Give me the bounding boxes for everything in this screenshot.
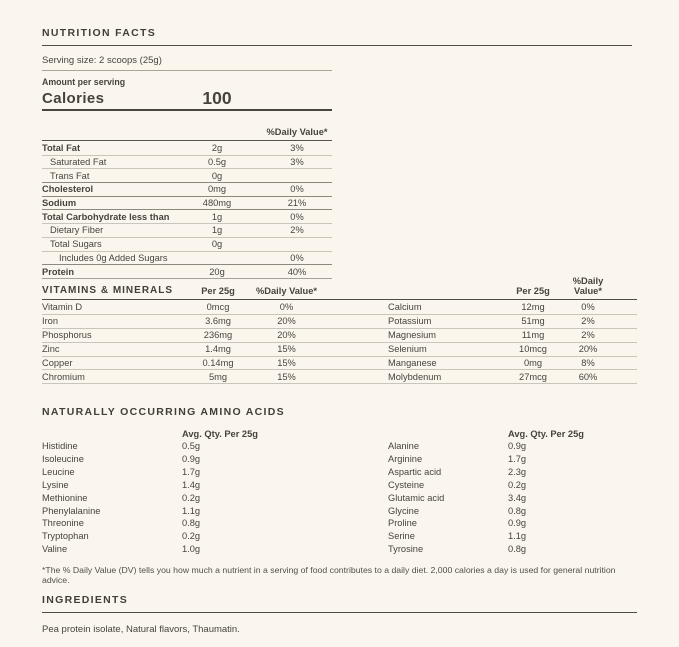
- nutrition-row: [42, 209, 332, 223]
- vitamin-daily-value-left: 15%: [277, 344, 296, 355]
- vitamin-name-left: Iron: [42, 316, 59, 327]
- nutrition-table-header: [42, 120, 332, 141]
- daily-value-header-right: %Daily Value*: [572, 276, 604, 296]
- amino-acid-name-left: Phenylalanine: [42, 505, 101, 516]
- nutrient-daily-value: 0%: [290, 211, 304, 222]
- nutrient-name: Total Carbohydrate less than: [42, 211, 170, 222]
- amino-acid-row: [42, 530, 637, 543]
- per-25g-header-right: Per 25g: [516, 286, 550, 296]
- amino-acid-name-left: Threonine: [42, 518, 84, 529]
- nutrient-name: Total Fat: [42, 142, 81, 153]
- nutrient-daily-value: 3%: [290, 157, 304, 168]
- nutrition-facts-table: [42, 120, 332, 279]
- nutrient-quantity: 0.5g: [207, 157, 227, 168]
- amino-acid-quantity-right: 0.9g: [508, 441, 527, 452]
- serving-size-text: Serving size: 2 scoops (25g): [42, 55, 162, 66]
- calories-value: 100: [202, 88, 232, 108]
- amino-acid-name-left: Tryptophan: [42, 531, 89, 542]
- nutrient-name: Sodium: [42, 198, 77, 209]
- vitamin-quantity-left: 1.4mg: [205, 344, 231, 355]
- nutrition-row: [42, 155, 332, 169]
- vitamin-daily-value-right: 8%: [581, 358, 595, 368]
- vitamin-quantity-left: 0.14mg: [202, 358, 234, 368]
- amino-acid-quantity-left: 1.4g: [182, 479, 201, 490]
- daily-value-header-left: %Daily Value*: [256, 286, 317, 296]
- amino-acid-name-left: Lysine: [42, 479, 69, 490]
- amino-acid-name-left: Methionine: [42, 492, 88, 503]
- nutrient-quantity: 0g: [211, 170, 223, 181]
- amino-acid-name-right: Proline: [388, 518, 417, 529]
- vitamin-name-left: Chromium: [42, 371, 85, 382]
- ingredients-title: INGREDIENTS: [42, 594, 637, 613]
- ingredients-text: Pea protein isolate, Natural flavors, Thaumatin.: [42, 624, 240, 635]
- vitamin-quantity-left: 236mg: [203, 330, 233, 341]
- vitamin-daily-value-right: 60%: [578, 371, 598, 382]
- vitamins-row: [42, 356, 637, 370]
- vitamins-table-header: [42, 276, 637, 300]
- amino-acid-quantity-right: 0.2g: [508, 479, 527, 490]
- avg-qty-header-left: Avg. Qty. Per 25g: [182, 428, 258, 439]
- nutrition-row: [42, 168, 332, 182]
- amino-acid-name-right: Glutamic acid: [388, 492, 445, 503]
- nutrition-row: [42, 264, 332, 278]
- amino-acid-quantity-left: 0.8g: [182, 518, 201, 529]
- vitamin-quantity-right: 12mg: [521, 301, 545, 312]
- amino-acid-row: [42, 479, 637, 492]
- amino-acid-quantity-right: 0.8g: [508, 505, 527, 516]
- vitamin-name-right: Magnesium: [388, 330, 437, 341]
- amino-acid-name-left: Histidine: [42, 441, 78, 452]
- nutrient-name: Includes 0g Added Sugars: [59, 252, 168, 263]
- nutrient-daily-value: 0%: [290, 184, 304, 195]
- vitamin-daily-value-left: 0%: [279, 301, 294, 312]
- vitamin-name-right: Potassium: [388, 316, 432, 327]
- vitamin-name-left: Phosphorus: [42, 330, 92, 341]
- vitamins-row: [42, 342, 637, 356]
- vitamins-title: VITAMINS & MINERALS: [42, 285, 174, 296]
- amino-acid-quantity-left: 0.5g: [182, 441, 201, 452]
- amino-acid-quantity-left: 1.0g: [182, 544, 201, 555]
- vitamin-quantity-right: 0mg: [523, 358, 543, 368]
- amino-acid-name-right: Arginine: [388, 454, 423, 465]
- vitamin-daily-value-left: 20%: [277, 316, 296, 327]
- nutrient-quantity: 2g: [211, 142, 223, 153]
- amount-per-serving-label: Amount per serving: [42, 77, 126, 87]
- vitamin-name-left: Vitamin D: [42, 301, 83, 312]
- daily-value-footnote: *The % Daily Value (DV) tells you how much a nutrient in a serving of food contributes to a daily diet. 2,000 calories a day is used for general nutrition advice.: [42, 565, 616, 585]
- amino-acid-quantity-right: 1.7g: [508, 454, 527, 465]
- amino-acid-quantity-left: 1.7g: [182, 467, 201, 478]
- amino-acid-name-right: Cysteine: [388, 479, 425, 490]
- nutrition-row: [42, 141, 332, 155]
- daily-value-header: %Daily Value*: [266, 127, 328, 137]
- vitamin-daily-value-right: 0%: [581, 301, 595, 312]
- amino-acid-quantity-right: 2.3g: [508, 467, 527, 478]
- vitamin-name-right: Calcium: [388, 301, 422, 312]
- amino-acids-section: [42, 406, 637, 556]
- nutrient-quantity: 0g: [211, 239, 223, 250]
- vitamin-daily-value-right: 2%: [581, 330, 595, 341]
- nutrient-daily-value: 40%: [287, 266, 307, 277]
- vitamin-daily-value-left: 15%: [277, 358, 296, 368]
- amino-acid-name-left: Valine: [42, 544, 68, 555]
- nutrient-quantity: 1g: [211, 211, 223, 222]
- vitamin-name-left: Copper: [42, 358, 73, 368]
- amino-acid-name-right: Serine: [388, 531, 415, 542]
- amino-acids-title: NATURALLY OCCURRING AMINO ACIDS: [42, 406, 285, 418]
- nutrition-row: [42, 223, 332, 237]
- vitamin-quantity-right: 11mg: [521, 330, 545, 341]
- nutrient-name: Total Sugars: [50, 239, 102, 250]
- amino-acids-rows: [42, 440, 637, 556]
- nutrient-quantity: 20g: [209, 266, 225, 277]
- nutrition-row: [42, 196, 332, 210]
- vitamin-name-right: Selenium: [388, 344, 427, 355]
- amino-acid-name-right: Aspartic acid: [388, 467, 442, 478]
- amino-acid-quantity-left: 1.1g: [182, 505, 201, 516]
- vitamin-daily-value-right: 2%: [581, 316, 595, 327]
- nutrient-daily-value: 3%: [290, 142, 304, 153]
- nutrient-name: Dietary Fiber: [50, 225, 104, 236]
- vitamin-quantity-right: 10mcg: [519, 344, 547, 355]
- nutrient-quantity: 1g: [211, 225, 223, 236]
- vitamin-name-right: Molybdenum: [388, 371, 442, 382]
- amino-acid-row: [42, 543, 637, 556]
- ingredients-section: [42, 594, 637, 635]
- nutrient-quantity: 0mg: [207, 184, 227, 195]
- vitamin-daily-value-left: 20%: [277, 330, 296, 341]
- nutrient-name: Trans Fat: [50, 170, 90, 181]
- amino-acid-quantity-left: 0.2g: [182, 492, 201, 503]
- amino-acid-quantity-right: 0.9g: [508, 518, 527, 529]
- vitamins-row: [42, 300, 637, 314]
- vitamin-name-right: Manganese: [388, 358, 437, 368]
- amino-acid-quantity-left: 0.2g: [182, 531, 201, 542]
- vitamin-quantity-right: 51mg: [521, 316, 545, 327]
- nutrient-daily-value: 21%: [287, 198, 307, 209]
- amino-acids-header-row: [42, 427, 637, 440]
- amino-acid-name-left: Leucine: [42, 467, 75, 478]
- amino-acid-row: [42, 504, 637, 517]
- amino-acid-quantity-right: 1.1g: [508, 531, 527, 542]
- avg-qty-header-right: Avg. Qty. Per 25g: [508, 428, 584, 439]
- amino-acid-name-right: Tyrosine: [388, 544, 424, 555]
- serving-divider: [42, 70, 332, 71]
- amino-acid-name-left: Isoleucine: [42, 454, 84, 465]
- vitamin-quantity-left: 0mcg: [206, 301, 230, 312]
- amino-acid-row: [42, 491, 637, 504]
- amino-acid-row: [42, 517, 637, 530]
- nutrition-row: [42, 251, 332, 265]
- amino-acid-row: [42, 440, 637, 453]
- amino-acid-name-right: Glycine: [388, 505, 420, 516]
- vitamin-quantity-right: 27mcg: [519, 371, 547, 382]
- amino-acid-quantity-right: 3.4g: [508, 492, 527, 503]
- nutrient-name: Protein: [42, 266, 75, 277]
- per-25g-header-left: Per 25g: [201, 286, 235, 296]
- amino-acid-row: [42, 466, 637, 479]
- amino-acid-name-right: Alanine: [388, 441, 420, 452]
- vitamins-row: [42, 314, 637, 328]
- nutrition-facts-header: [42, 27, 632, 46]
- nutrient-quantity: 480mg: [202, 198, 232, 209]
- amino-acid-row: [42, 453, 637, 466]
- vitamin-name-left: Zinc: [42, 344, 60, 355]
- vitamin-daily-value-left: 15%: [277, 371, 296, 382]
- vitamin-quantity-left: 5mg: [208, 371, 228, 382]
- amino-acid-quantity-right: 0.8g: [508, 544, 527, 555]
- vitamins-row: [42, 328, 637, 342]
- vitamins-row: [42, 369, 637, 383]
- nutrition-row: [42, 237, 332, 251]
- nutrient-daily-value: 2%: [290, 225, 304, 236]
- nutrient-daily-value: 0%: [290, 252, 304, 263]
- vitamin-quantity-left: 3.6mg: [205, 316, 231, 327]
- nutrient-name: Cholesterol: [42, 184, 94, 195]
- calories-row: [42, 88, 332, 111]
- amino-acid-quantity-left: 0.9g: [182, 454, 201, 465]
- calories-label: Calories: [42, 90, 105, 107]
- page-title: NUTRITION FACTS: [42, 27, 156, 39]
- vitamins-minerals-table: [42, 276, 637, 384]
- vitamin-daily-value-right: 20%: [578, 344, 598, 355]
- nutrient-name: Saturated Fat: [50, 157, 107, 168]
- nutrition-row: [42, 182, 332, 196]
